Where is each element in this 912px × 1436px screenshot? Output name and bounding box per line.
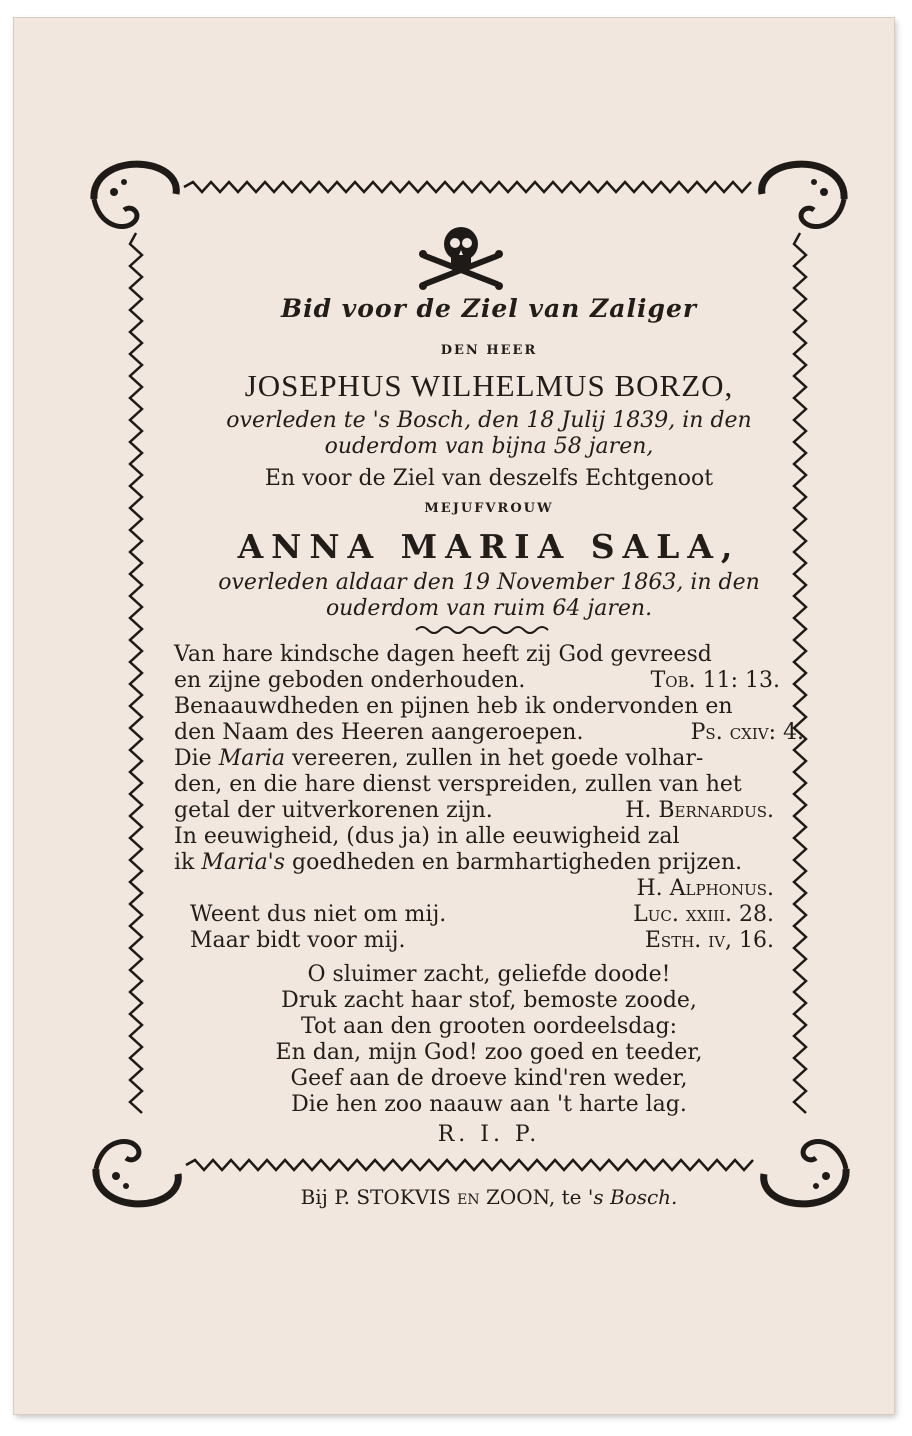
- age-details-2: ouderdom van ruim 64 jaren.: [325, 596, 653, 621]
- poem-line: O sluimer zacht, geliefde doode!: [307, 962, 671, 987]
- quote-6: [190, 928, 774, 954]
- quote-2-line-2: [174, 720, 804, 746]
- age-details-1: ouderdom van bijna 58 jaren,: [324, 434, 654, 459]
- quote-4-text-a: ik: [174, 850, 202, 875]
- divider-wave: [416, 627, 548, 633]
- quote-5-text: Weent dus niet om mij.: [190, 902, 447, 927]
- poem-line: Die hen zoo naauw aan 't harte lag.: [291, 1092, 687, 1117]
- quote-3-line-1: [174, 746, 804, 772]
- quote-6-reference: Esth. iv, 16.: [644, 928, 774, 953]
- printer-place: 's Bosch.: [587, 1185, 678, 1209]
- skull-crossbones-icon: [419, 227, 503, 290]
- quote-3-text-maria: Maria: [218, 746, 285, 771]
- quote-4-reference-text: H. Alphonus.: [636, 876, 774, 901]
- spouse-intro: En voor de Ziel van deszelfs Echtgenoot: [264, 466, 714, 491]
- death-details-1: overleden te 's Bosch, den 18 Julij 1839, in den: [226, 408, 752, 433]
- quote-1-reference: Tob. 11: 13.: [650, 668, 780, 693]
- quote-3-line-3: [174, 798, 804, 824]
- quote-1-line-1: Van hare kindsche dagen heeft zij God gevreesd: [174, 642, 712, 667]
- title-den-heer: DEN HEER: [440, 343, 538, 358]
- quote-4-line-2: [174, 850, 804, 876]
- quote-4-reference: [174, 876, 804, 902]
- quote-4-text-c: goedheden en barmhartigheden prijzen.: [285, 850, 743, 875]
- title-mejufvrouw: MEJUFVROUW: [424, 501, 554, 516]
- deceased-name-1: JOSEPHUS WILHELMUS BORZO,: [244, 368, 734, 403]
- corner-scroll-ornament-icon: [94, 164, 176, 226]
- corner-scroll-ornament-icon: [762, 164, 844, 226]
- poem-line: En dan, mijn God! zoo goed en teeder,: [275, 1040, 703, 1065]
- quote-3-text: getal der uitverkorenen zijn.: [174, 798, 493, 823]
- quote-3-line-2: den, en die hare dienst verspreiden, zullen van het: [174, 772, 742, 797]
- heading: Bid voor de Ziel van Zaliger: [280, 294, 698, 323]
- deceased-name-2: ANNA MARIA SALA,: [237, 527, 741, 566]
- printer-imprint: [174, 1184, 804, 1210]
- quote-3-text-c: vereeren, zullen in het goede volhar-: [285, 746, 704, 771]
- quote-2-text: den Naam des Heeren aangeroepen.: [174, 720, 584, 745]
- poem-line: Tot aan den grooten oordeelsdag:: [301, 1014, 677, 1039]
- quote-3-text-a: Die: [174, 746, 219, 771]
- quote-4-line-1: In eeuwigheid, (dus ja) in alle eeuwigheid zal: [174, 824, 680, 849]
- poem-line: Druk zacht haar stof, bemoste zoode,: [281, 988, 697, 1013]
- printer-conjunction: en: [457, 1185, 480, 1209]
- printer-name: Bij P. STOKVIS: [300, 1185, 458, 1209]
- memorial-card: [14, 18, 894, 1414]
- rip: R. I. P.: [437, 1122, 541, 1147]
- quote-5: [190, 902, 774, 928]
- quote-6-text: Maar bidt voor mij.: [190, 928, 406, 953]
- quote-1-line-2: [174, 668, 804, 694]
- quote-2-line-1: Benaauwdheden en pijnen heb ik ondervonden en: [174, 694, 733, 719]
- quote-3-reference: H. Bernardus.: [625, 798, 774, 823]
- printer-name-2: ZOON, te: [479, 1185, 588, 1209]
- death-details-2: overleden aldaar den 19 November 1863, in den: [218, 570, 760, 595]
- poem-line: Geef aan de droeve kind'ren weder,: [290, 1066, 688, 1091]
- quote-2-reference: Ps. cxiv: 4.: [690, 720, 804, 745]
- quote-1-text: en zijne geboden onderhouden.: [174, 668, 526, 693]
- corner-scroll-ornament-icon: [96, 1141, 178, 1203]
- quote-4-text-maria: Maria's: [201, 850, 286, 875]
- quote-5-reference: Luc. xxiii. 28.: [633, 902, 774, 927]
